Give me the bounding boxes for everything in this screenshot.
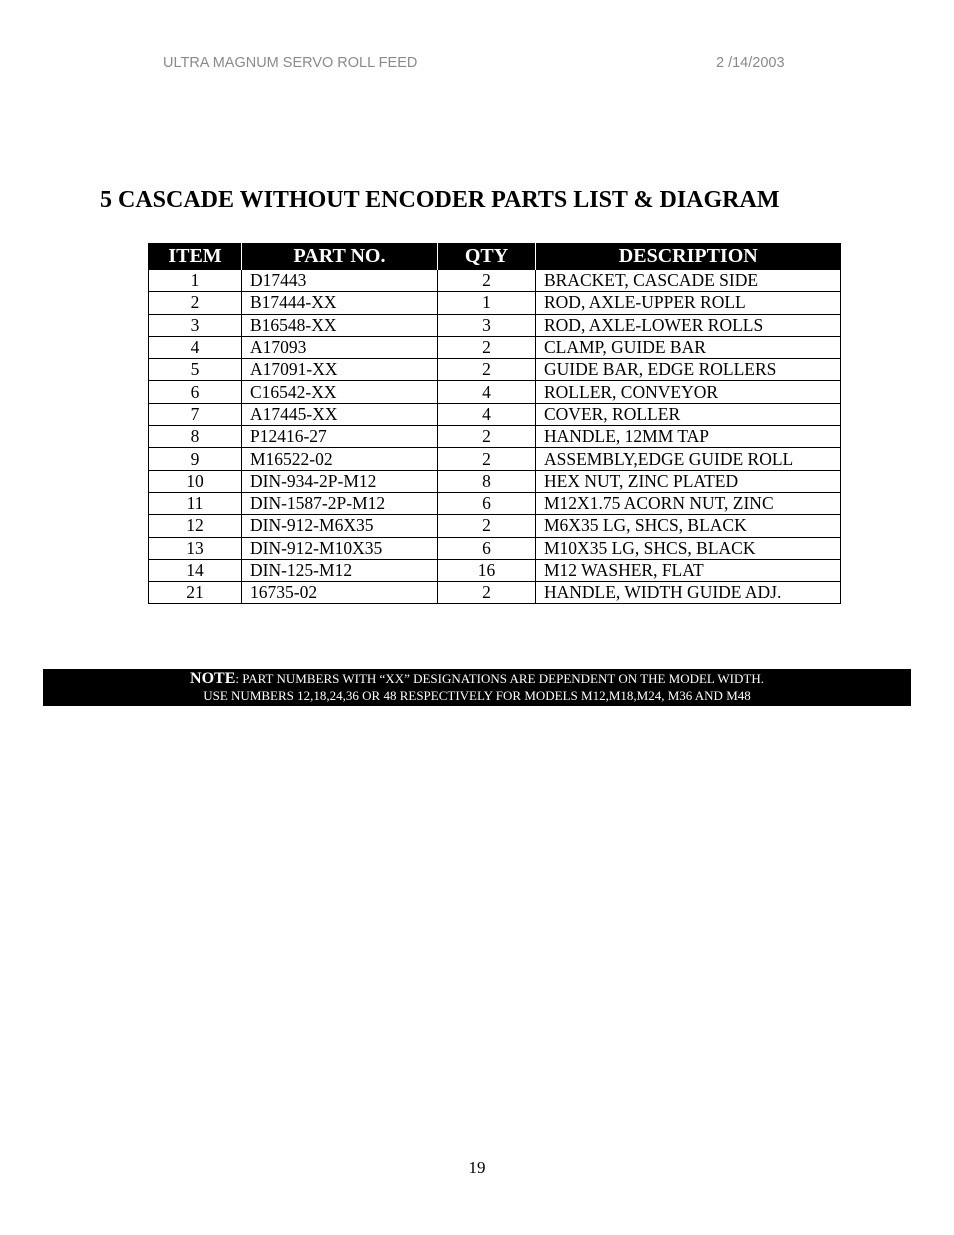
description-cell: ROD, AXLE-LOWER ROLLS <box>536 314 841 336</box>
qty-cell: 16 <box>438 559 536 581</box>
column-header-qty: QTY <box>438 243 536 270</box>
description-cell: ROD, AXLE-UPPER ROLL <box>536 292 841 314</box>
description-cell: COVER, ROLLER <box>536 403 841 425</box>
qty-cell: 2 <box>438 582 536 604</box>
table-row <box>149 292 841 314</box>
part-no-cell: D17443 <box>242 270 438 292</box>
item-cell: 11 <box>149 492 242 514</box>
part-no-cell: 16735-02 <box>242 582 438 604</box>
item-cell: 5 <box>149 359 242 381</box>
item-cell: 8 <box>149 426 242 448</box>
description-cell: CLAMP, GUIDE BAR <box>536 336 841 358</box>
description-cell: M12X1.75 ACORN NUT, ZINC <box>536 492 841 514</box>
column-header-part-no: PART NO. <box>242 243 438 270</box>
table-row <box>149 537 841 559</box>
table-row <box>149 359 841 381</box>
qty-cell: 2 <box>438 448 536 470</box>
qty-cell: 4 <box>438 381 536 403</box>
item-cell: 6 <box>149 381 242 403</box>
item-cell: 2 <box>149 292 242 314</box>
part-no-cell: M16522-02 <box>242 448 438 470</box>
item-cell: 10 <box>149 470 242 492</box>
part-no-cell: B17444-XX <box>242 292 438 314</box>
description-cell: M10X35 LG, SHCS, BLACK <box>536 537 841 559</box>
description-cell: M12 WASHER, FLAT <box>536 559 841 581</box>
qty-cell: 2 <box>438 270 536 292</box>
table-row <box>149 270 841 292</box>
description-cell: M6X35 LG, SHCS, BLACK <box>536 515 841 537</box>
item-cell: 1 <box>149 270 242 292</box>
table-row <box>149 336 841 358</box>
note-line-2: USE NUMBERS 12,18,24,36 OR 48 RESPECTIVELY FOR MODELS M12,M18,M24, M36 AND M48 <box>203 688 751 703</box>
parts-table-body <box>149 270 841 604</box>
column-header-description: DESCRIPTION <box>536 243 841 270</box>
item-cell: 7 <box>149 403 242 425</box>
table-row <box>149 515 841 537</box>
part-no-cell: DIN-912-M10X35 <box>242 537 438 559</box>
description-cell: ASSEMBLY,EDGE GUIDE ROLL <box>536 448 841 470</box>
item-cell: 9 <box>149 448 242 470</box>
part-no-cell: C16542-XX <box>242 381 438 403</box>
part-no-cell: B16548-XX <box>242 314 438 336</box>
part-no-cell: DIN-934-2P-M12 <box>242 470 438 492</box>
description-cell: ROLLER, CONVEYOR <box>536 381 841 403</box>
part-no-cell: P12416-27 <box>242 426 438 448</box>
part-no-cell: DIN-125-M12 <box>242 559 438 581</box>
item-cell: 13 <box>149 537 242 559</box>
part-no-cell: A17091-XX <box>242 359 438 381</box>
item-cell: 12 <box>149 515 242 537</box>
qty-cell: 2 <box>438 426 536 448</box>
table-row <box>149 470 841 492</box>
header-date: 2 /14/2003 <box>716 55 785 71</box>
part-no-cell: A17093 <box>242 336 438 358</box>
table-row <box>149 403 841 425</box>
column-header-item: ITEM <box>149 243 242 270</box>
header-document-title: ULTRA MAGNUM SERVO ROLL FEED <box>163 55 418 71</box>
qty-cell: 4 <box>438 403 536 425</box>
qty-cell: 8 <box>438 470 536 492</box>
parts-table <box>148 243 841 604</box>
item-cell: 3 <box>149 314 242 336</box>
table-row <box>149 559 841 581</box>
qty-cell: 1 <box>438 292 536 314</box>
item-cell: 14 <box>149 559 242 581</box>
qty-cell: 2 <box>438 515 536 537</box>
note-text-1: : PART NUMBERS WITH “XX” DESIGNATIONS ARE DEPENDENT ON THE MODEL WIDTH. <box>235 671 764 686</box>
qty-cell: 3 <box>438 314 536 336</box>
table-row <box>149 492 841 514</box>
qty-cell: 2 <box>438 336 536 358</box>
item-cell: 21 <box>149 582 242 604</box>
table-row <box>149 582 841 604</box>
note-label: NOTE <box>190 670 236 687</box>
note-line-1 <box>43 670 911 687</box>
table-row <box>149 448 841 470</box>
item-cell: 4 <box>149 336 242 358</box>
description-cell: GUIDE BAR, EDGE ROLLERS <box>536 359 841 381</box>
table-header-row <box>149 243 841 270</box>
part-no-cell: DIN-912-M6X35 <box>242 515 438 537</box>
table-row <box>149 381 841 403</box>
qty-cell: 2 <box>438 359 536 381</box>
page-number: 19 <box>468 1158 486 1177</box>
page-title: 5 CASCADE WITHOUT ENCODER PARTS LIST & DIAGRAM <box>100 187 780 213</box>
qty-cell: 6 <box>438 492 536 514</box>
description-cell: HANDLE, 12MM TAP <box>536 426 841 448</box>
note-banner <box>43 669 911 706</box>
description-cell: HEX NUT, ZINC PLATED <box>536 470 841 492</box>
description-cell: HANDLE, WIDTH GUIDE ADJ. <box>536 582 841 604</box>
part-no-cell: A17445-XX <box>242 403 438 425</box>
table-row <box>149 314 841 336</box>
qty-cell: 6 <box>438 537 536 559</box>
table-row <box>149 426 841 448</box>
part-no-cell: DIN-1587-2P-M12 <box>242 492 438 514</box>
description-cell: BRACKET, CASCADE SIDE <box>536 270 841 292</box>
